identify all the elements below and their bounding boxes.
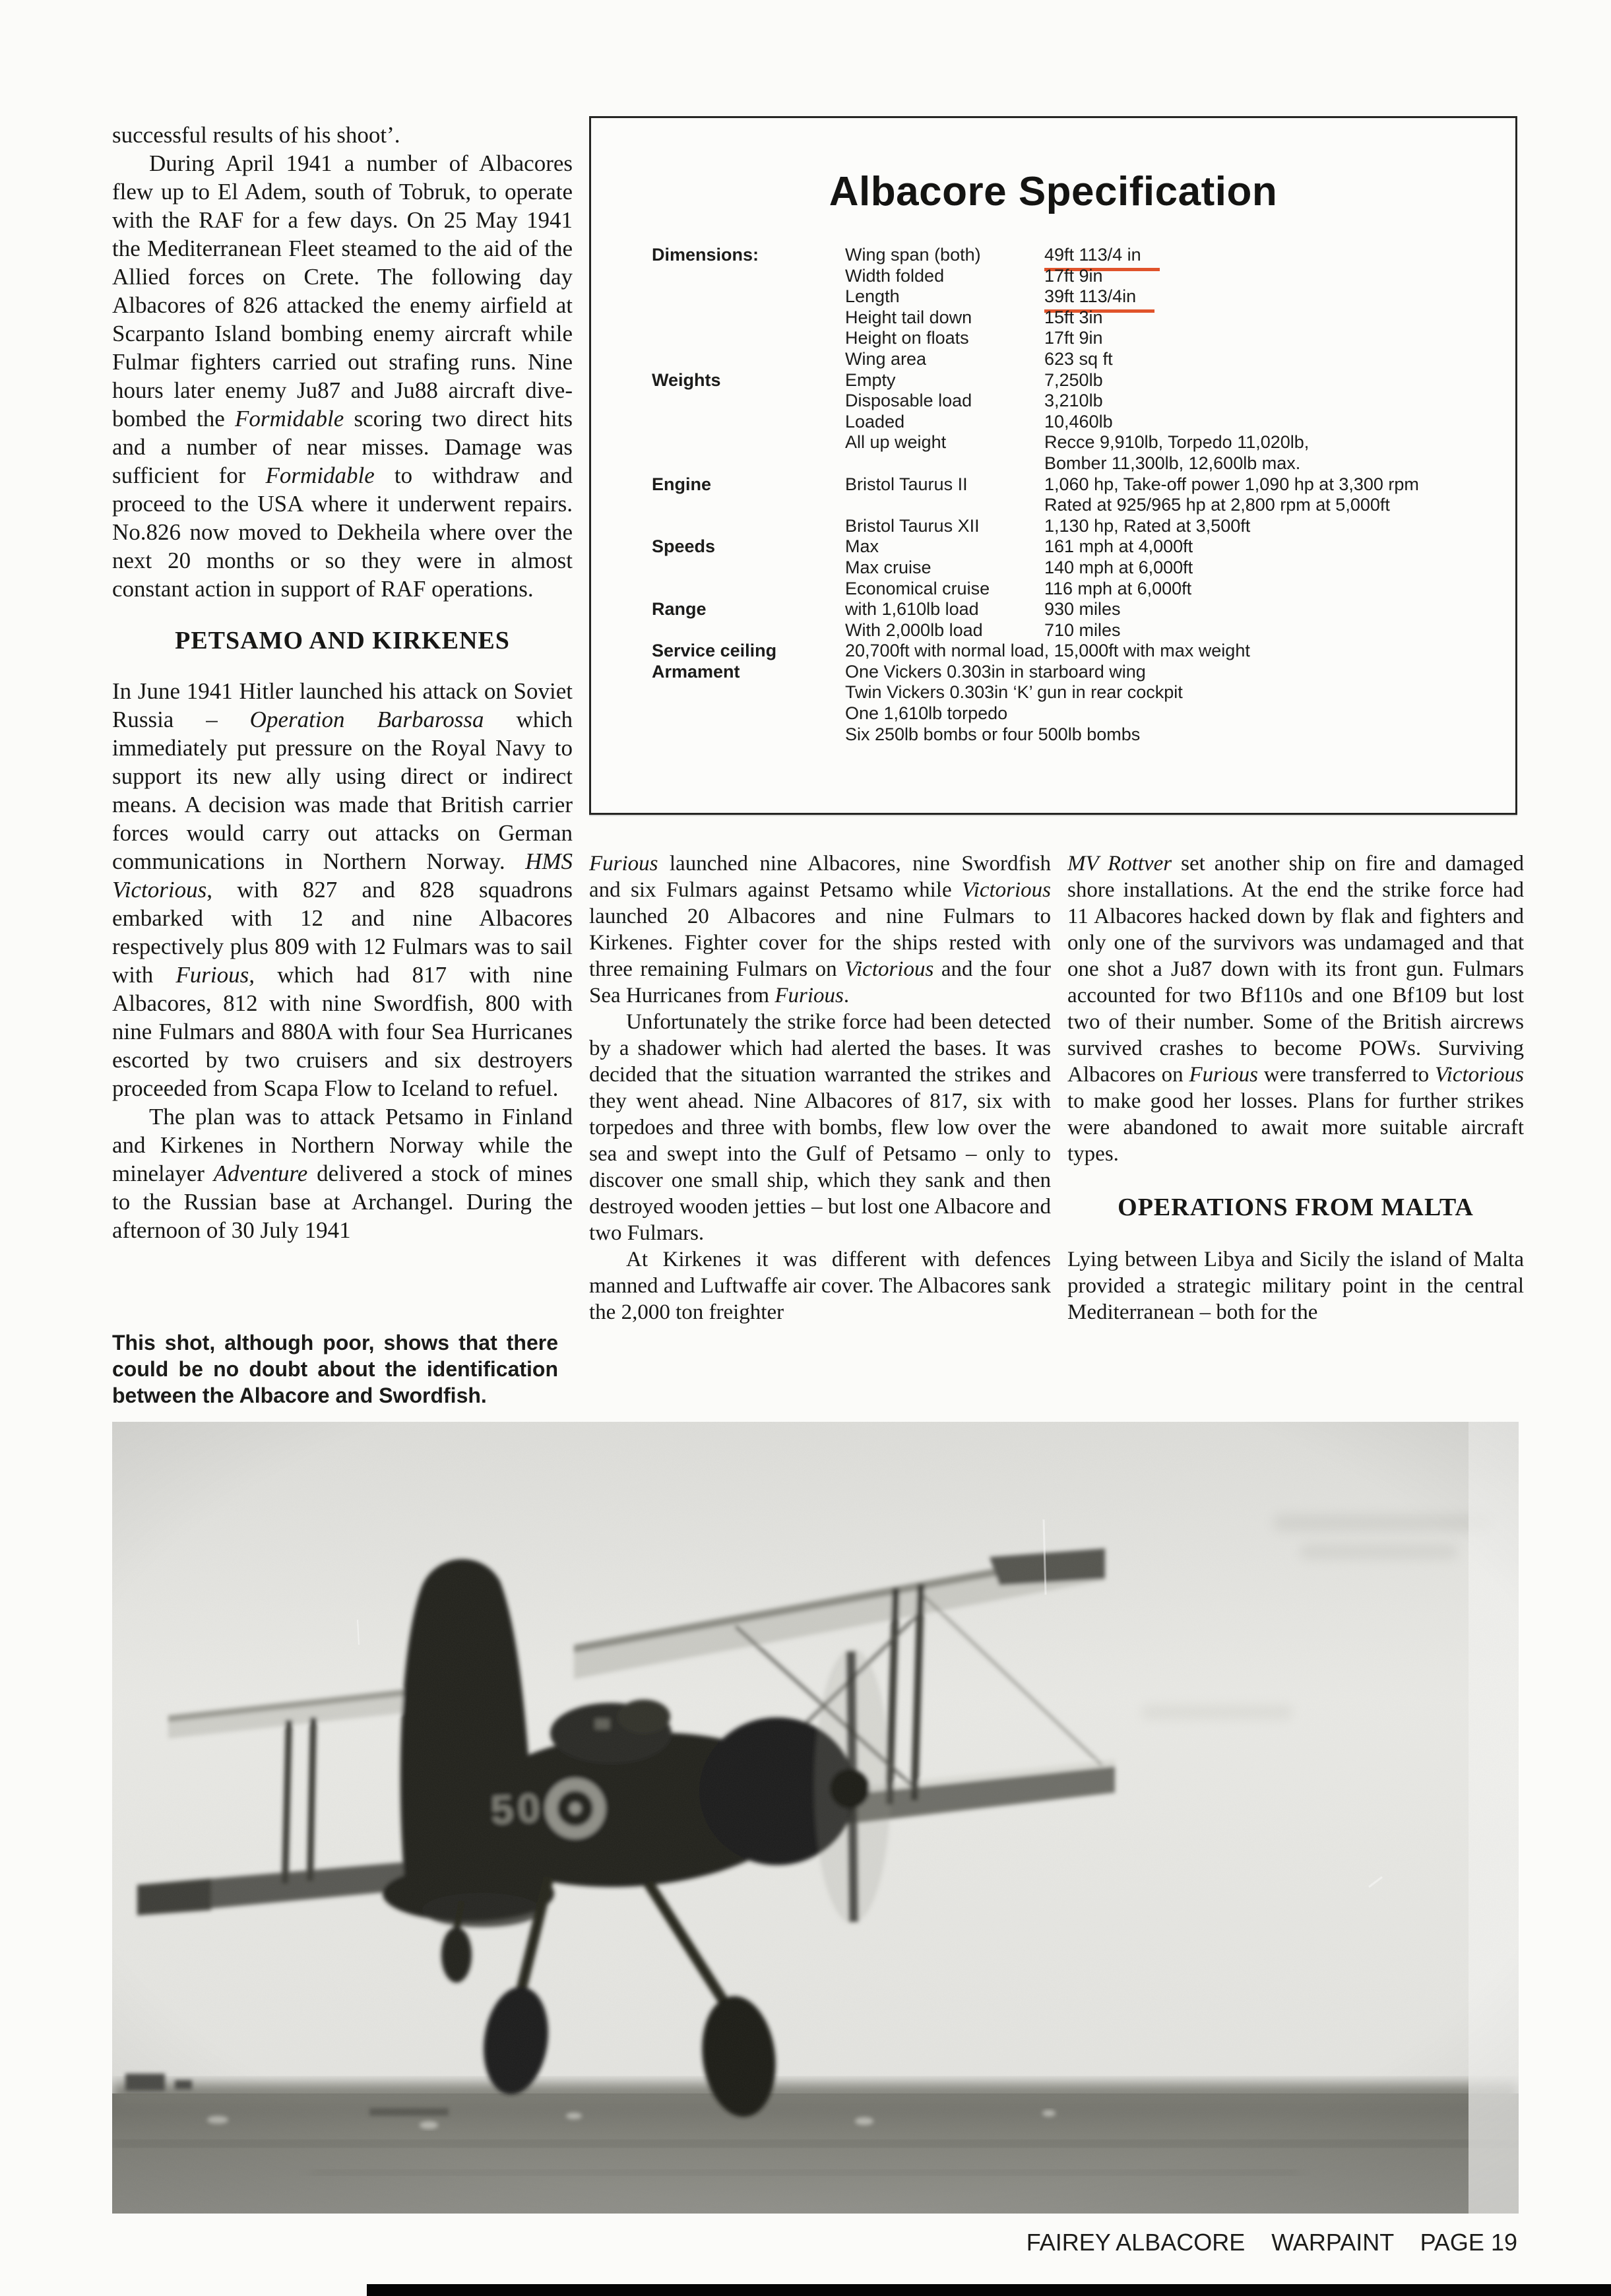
spec-item: Bristol Taurus XII: [845, 515, 980, 536]
spec-value: 7,250lb: [1044, 369, 1103, 390]
spec-item: [845, 495, 1044, 516]
spec-row: [652, 724, 1502, 746]
paragraph: MV Rottver set another ship on fire and damaged shore installations. At the end the strike force had 11 Albacores hacked down by flak and fighters and only one of the survivors was undamaged and that one shot a Ju87 down with its front gun. Fulmars accounted for two Bf110s and one Bf109 but lost two of their number. Some of the British aircrews survived crashes to become POWs. Surviving Albacores on Furious were transferred to Victorious to make good her losses. Plans for further strikes were abandoned to await more suitable aircraft types.: [1067, 852, 1524, 1166]
spec-value: 710 miles: [1044, 620, 1121, 640]
spec-label: [652, 558, 845, 579]
spec-label: [652, 579, 845, 600]
spec-label: [652, 703, 845, 724]
spec-item: Max cruise: [845, 557, 932, 577]
spec-label: [652, 620, 845, 641]
spec-value: 17ft 9in: [1044, 328, 1103, 348]
spec-value: 623 sq ft: [1044, 348, 1113, 369]
spec-row: [652, 579, 1502, 600]
spec-label: [652, 432, 845, 453]
spec-value: Rated at 925/965 hp at 2,800 rpm at 5,000ft: [1044, 495, 1390, 515]
page-footer: FAIREY ALBACORE WARPAINT PAGE 19: [1026, 2229, 1517, 2256]
spec-label: Armament: [652, 661, 740, 682]
spec-item: Max: [845, 536, 879, 557]
spec-row: [652, 245, 1502, 266]
spec-title: Albacore Specification: [829, 169, 1278, 214]
spec-label: [652, 516, 845, 537]
spec-value: Recce 9,910lb, Torpedo 11,020lb,: [1044, 432, 1310, 453]
section-heading-petsamo: PETSAMO AND KIRKENES: [175, 627, 510, 654]
spec-row: [652, 495, 1502, 516]
paragraph: At Kirkenes it was different with defences manned and Luftwaffe air cover. The Albacores sank the 2,000 ton freighter: [589, 1248, 1051, 1324]
spec-value: Bomber 11,300lb, 12,600lb max.: [1044, 453, 1301, 473]
specification-box: [589, 116, 1517, 815]
spec-label: [652, 349, 845, 370]
spec-item: with 1,610lb load: [845, 599, 979, 620]
spec-row: [652, 558, 1502, 579]
spec-span: Six 250lb bombs or four 500lb bombs: [845, 724, 1141, 744]
spec-value: 930 miles: [1044, 599, 1121, 620]
paragraph: successful results of his shoot’.: [112, 122, 400, 148]
spec-value: 39ft 113/4in: [1044, 286, 1154, 313]
spec-item: Disposable load: [845, 391, 972, 411]
spec-row: [652, 432, 1502, 453]
spec-span: Twin Vickers 0.303in ‘K’ gun in rear cockpit: [845, 682, 1183, 703]
spec-item: Economical cruise: [845, 578, 990, 598]
spec-label: Speeds: [652, 536, 716, 557]
spec-item: Height tail down: [845, 307, 972, 327]
spec-span: One Vickers 0.303in in starboard wing: [845, 661, 1146, 682]
spec-row: [652, 391, 1502, 412]
left-column: [112, 121, 573, 1244]
spec-item: All up weight: [845, 432, 947, 453]
spec-item: Width folded: [845, 265, 945, 286]
spec-row: [652, 328, 1502, 349]
spec-row: [652, 516, 1502, 537]
spec-item: With 2,000lb load: [845, 620, 983, 640]
spec-span: 20,700ft with normal load, 15,000ft with max weight: [845, 641, 1250, 661]
spec-item: Empty: [845, 369, 896, 390]
spec-item: Bristol Taurus II: [845, 474, 968, 494]
spec-row: [652, 474, 1502, 495]
spec-item: Wing area: [845, 348, 927, 369]
spec-value: 17ft 9in: [1044, 265, 1103, 286]
spec-value: 15ft 3in: [1044, 307, 1103, 327]
photo-canvas: [112, 1422, 1519, 2214]
spec-label: Range: [652, 599, 707, 620]
spec-row: [652, 349, 1502, 370]
spec-value: 10,460lb: [1044, 411, 1113, 431]
paragraph: In June 1941 Hitler launched his attack on Soviet Russia – Operation Barbarossa which immediately put pressure on the Royal Navy to support its new ally using direct or indirect means. A decision was made that British carrier forces would carry out attacks on German communications in Northern Norway. HMS Victorious, with 827 and 828 squadrons embarked with 12 and nine Albacores respectively plus 809 with 12 Fulmars was to sail with Furious, which had 817 with nine Albacores, 812 with nine Swordfish, 800 with nine Fulmars and 880A with four Sea Hurricanes escorted by two cruisers and six destroyers proceeded from Scapa Flow to Iceland to refuel.: [112, 678, 573, 1101]
spec-row: [652, 703, 1502, 724]
spec-row: [652, 370, 1502, 391]
spec-row: [652, 641, 1502, 662]
spec-label: [652, 724, 845, 746]
spec-row: [652, 412, 1502, 433]
spec-label: [652, 412, 845, 433]
spec-value: 116 mph at 6,000ft: [1044, 578, 1192, 598]
spec-item: Length: [845, 286, 900, 307]
photo-caption: This shot, although poor, shows that there could be no doubt about the identification between the Albacore and Swordfish.: [112, 1331, 558, 1407]
spec-item: Wing span (both): [845, 245, 981, 265]
spec-value: 161 mph at 4,000ft: [1044, 536, 1193, 557]
paragraph: Furious launched nine Albacores, nine Swordfish and six Fulmars against Petsamo while Victorious launched 20 Albacores and nine Fulmars to Kirkenes. Fighter cover for the ships rested with three remaining Fulmars on Victorious and the four Sea Hurricanes from Furious.: [589, 852, 1051, 1007]
spec-label: [652, 682, 845, 703]
paragraph: During April 1941 a number of Albacores flew up to El Adem, south of Tobruk, to operate with the RAF for a few days. On 25 May 1941 the Mediterranean Fleet steamed to the aid of the Allied forces on Crete. The following day Albacores of 826 attacked the enemy airfield at Scarpanto Island bombing enemy aircraft while Fulmar fighters carried out strafing runs. Nine hours later enemy Ju87 and Ju88 aircraft dive-bombed the Formidable scoring two direct hits and a number of near misses. Damage was sufficient for Formidable to withdraw and proceed to the USA where it underwent repairs. No.826 now moved to Dekheila where over the next 20 months or so they were in almost constant action in support of RAF operations.: [112, 150, 573, 602]
spec-row: [652, 453, 1502, 474]
spec-item: [845, 453, 1044, 474]
section-heading-malta: OPERATIONS FROM MALTA: [1118, 1194, 1474, 1221]
spec-label: [652, 286, 845, 307]
spec-label: Service ceiling: [652, 641, 777, 661]
spec-row: [652, 307, 1502, 329]
spec-value: 1,060 hp, Take-off power 1,090 hp at 3,300 rpm: [1044, 474, 1419, 494]
spec-label: Dimensions:: [652, 245, 759, 265]
spec-label: [652, 266, 845, 287]
albacore-photo: [112, 1422, 1519, 2214]
spec-label: [652, 307, 845, 329]
spec-value: 49ft 113/4 in: [1044, 245, 1160, 271]
paragraph: Unfortunately the strike force had been detected by a shadower which had alerted the bases. It was decided that the situation warranted the strikes and they went ahead. Nine Albacores of 817, six with torpedoes and three with bombs, flew low over the sea and swept into the Gulf of Petsamo – only to discover one small ship, which they sank and then destroyed wooden jetties – but lost one Albacore and two Fulmars.: [589, 1010, 1051, 1245]
scan-edge-bar: [367, 2284, 1611, 2296]
spec-row: [652, 286, 1502, 307]
spec-label: [652, 495, 845, 516]
spec-label: [652, 391, 845, 412]
spec-row: [652, 599, 1502, 620]
spec-value: 140 mph at 6,000ft: [1044, 557, 1193, 577]
spec-row: [652, 536, 1502, 558]
spec-item: Height on floats: [845, 328, 969, 348]
spec-span: One 1,610lb torpedo: [845, 703, 1008, 724]
paragraph: The plan was to attack Petsamo in Finland and Kirkenes in Northern Norway while the minelayer Adventure delivered a stock of mines to the Russian base at Archangel. During the afternoon of 30 July 1941: [112, 1104, 573, 1243]
spec-label: Weights: [652, 369, 721, 390]
spec-label: [652, 453, 845, 474]
spec-label: [652, 328, 845, 349]
middle-column: [589, 850, 1051, 1325]
spec-row: [652, 682, 1502, 703]
spec-value: 3,210lb: [1044, 391, 1103, 411]
spec-row: [652, 662, 1502, 683]
spec-label: Engine: [652, 474, 712, 494]
film-grain: [112, 1422, 1519, 2214]
spec-row: [652, 620, 1502, 641]
paragraph: Lying between Libya and Sicily the island of Malta provided a strategic military point in the central Mediterranean – both for the: [1067, 1248, 1524, 1324]
spec-row: [652, 266, 1502, 287]
spec-value: 1,130 hp, Rated at 3,500ft: [1044, 515, 1251, 536]
spec-table: [591, 245, 1515, 745]
spec-item: Loaded: [845, 411, 905, 431]
right-column: [1067, 850, 1524, 1325]
